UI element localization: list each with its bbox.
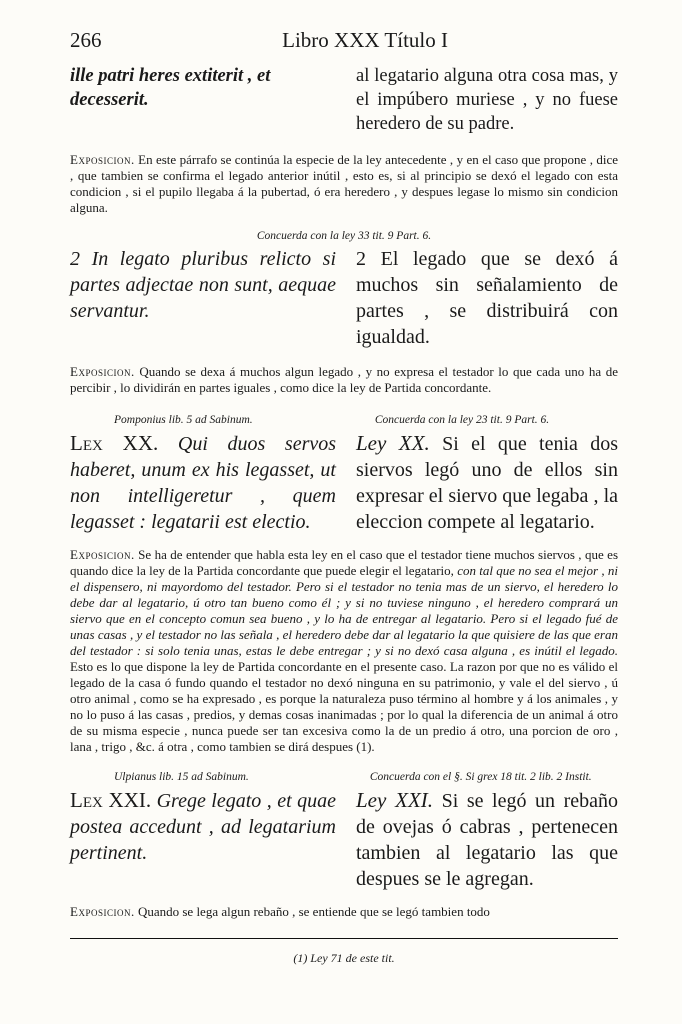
exposicion-text: En este párrafo se continúa la especie de la ley antecedente , y en el caso que propone , dice , que tambien se confirma el legado anterior inútil , esto es, si al principio se dexó el legado con esta condicion , si el pupilo llegaba á la pubertad, ó era heredero , y despues legase lo mismo sin condicion alguna. bbox=[70, 152, 619, 215]
exposicion-text: Quando se lega algun rebaño , se entiende que se legó tambien todo bbox=[137, 904, 490, 919]
footnote-rule bbox=[70, 938, 618, 939]
text-block-2 bbox=[70, 246, 618, 350]
latin-source: Ulpianus lib. 15 ad Sabinum. bbox=[114, 771, 249, 783]
law-text: Si se legó un rebaño de ovejas ó cabras , pertenecen tambien al legatario las que despues se le agregan. bbox=[356, 790, 618, 890]
page-number: 266 bbox=[70, 28, 102, 52]
exposicion-paragraph bbox=[70, 364, 618, 396]
document-page bbox=[70, 28, 618, 966]
exposicion-quote: con tal que no sea el mejor , ni el dispensero, ni mayordomo del testador. Pero si el testador no tenia mas de un siervo, el heredero lo debe dar al legatario, ú otro tan bueno como él ; y si no tuviese ninguno , el heredero comprará un siervo que en el concepto comun sea bueno , y lo ha de entregar al legatario. Pero si el legado fué de unas casas , y el testador no las señala , el heredero debe dar al legatario la que quisiere de las que eran del testador : si solo tenia unas, estas le debe entregar ; y si no dexó casa alguna , es inútil el legado. bbox=[70, 563, 618, 658]
spanish-text: 2 El legado que se dexó á muchos sin señalamiento de partes , se distribuirá con igualdad. bbox=[356, 248, 618, 348]
law-text: Qui duos servos haberet, unum ex his legasset, ut non intelligeretur , quem legasset : legatarii est electio. bbox=[70, 433, 337, 533]
law-number: Lex XX. bbox=[70, 431, 159, 455]
exposicion-label: Exposicion. bbox=[70, 152, 135, 167]
source-line bbox=[70, 771, 618, 783]
exposicion-text: Quando se dexa á muchos algun legado , y no expresa el testador lo que cada uno ha de percibir , lo dividirán en partes iguales , como dice la ley de Partida concordante. bbox=[70, 364, 619, 395]
law-text: Si el que tenia dos siervos legó uno de ellos sin expresar el siervo que legaba , la eleccion compete al legatario. bbox=[356, 433, 618, 533]
text-block-4 bbox=[70, 787, 618, 892]
latin-source: Pomponius lib. 5 ad Sabinum. bbox=[114, 414, 253, 426]
text-block-1 bbox=[70, 64, 618, 136]
spanish-text bbox=[356, 430, 618, 535]
text-block-3 bbox=[70, 430, 618, 535]
latin-text bbox=[70, 787, 336, 892]
exposicion-paragraph bbox=[70, 904, 618, 920]
law-text: Grege legato , et quae postea accedunt , ad legatarium pertinent. bbox=[70, 790, 336, 864]
law-number: Lex XXI. bbox=[70, 788, 152, 812]
source-line bbox=[70, 414, 618, 426]
law-number: Ley XX. bbox=[356, 431, 430, 455]
spanish-concordance: Concuerda con el §. Si grex 18 tit. 2 lib. 2 Instit. bbox=[369, 771, 592, 783]
latin-text: 2 In legato pluribus relicto si partes adjectae non sunt, aequae servantur. bbox=[70, 248, 336, 322]
concordance-note: Concuerda con la ley 33 tit. 9 Part. 6. bbox=[256, 230, 432, 242]
spanish-text bbox=[356, 787, 618, 892]
running-title: Libro XXX Título I bbox=[282, 28, 448, 52]
exposicion-text: Se ha de entender que habla esta ley en el caso que el testador tiene muchos siervos , que es quando dice la ley de la Partida concordante que puede elegir el legatario, bbox=[70, 547, 619, 578]
footnote: (1) Ley 71 de este tit. bbox=[293, 951, 395, 965]
exposicion-label: Exposicion. bbox=[70, 364, 135, 379]
latin-text bbox=[70, 430, 336, 535]
exposicion-label: Exposicion. bbox=[70, 904, 135, 919]
spanish-concordance: Concuerda con la ley 23 tit. 9 Part. 6. bbox=[374, 414, 550, 426]
page-header bbox=[70, 28, 618, 62]
exposicion-paragraph bbox=[70, 152, 618, 216]
law-number: Ley XXI. bbox=[356, 788, 434, 812]
exposicion-text: Esto es lo que dispone la ley de Partida concordante en el presente caso. La razon por que no es válido el legado de la casa ó fundo quando el testador no dexó ninguna en su patrimonio, y vale el del siervo , ú otro animal , como se ha expresado , es porque la naturaleza puso término al hombre y á los animales , y no lo puso á las casas , predios, y demas cosas inanimadas ; por lo qual la diferencia de un animal á otro de su misma especie , nunca puede ser tan excesiva como la de un predio á otro, una porcion de oro , lana , trigo , &c. á otra , como tambien se dirá despues (1). bbox=[70, 659, 618, 754]
exposicion-label: Exposicion. bbox=[70, 547, 135, 562]
latin-text: ille patri heres extiterit , et decesserit. bbox=[70, 66, 271, 110]
spanish-text: al legatario alguna otra cosa mas, y el impúbero muriese , y no fuese heredero de su padre. bbox=[356, 66, 618, 134]
exposicion-paragraph bbox=[70, 547, 618, 755]
